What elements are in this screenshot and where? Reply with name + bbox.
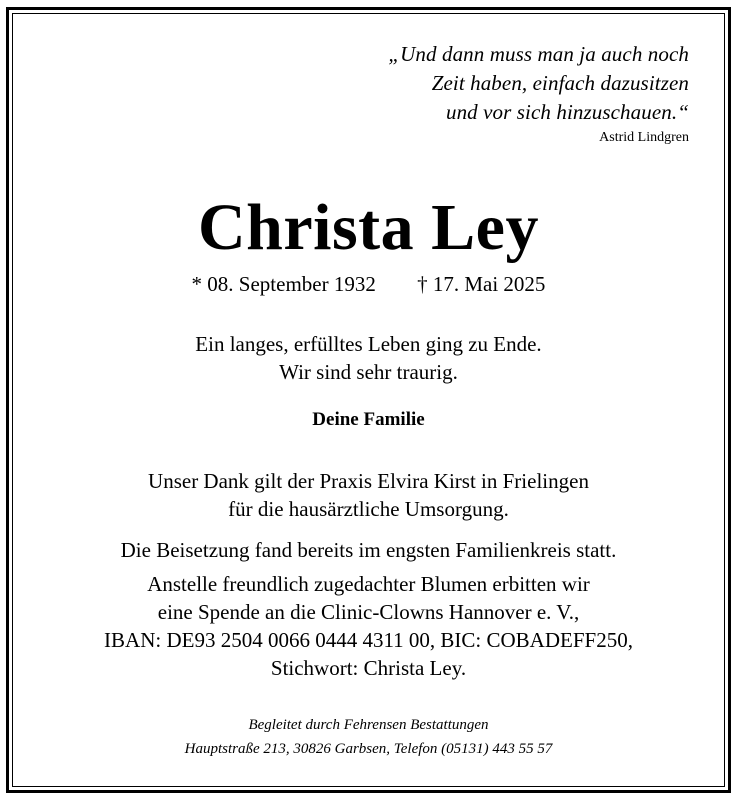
quote-block bbox=[388, 40, 689, 147]
birth-date: * 08. September 1932 bbox=[191, 272, 376, 296]
deceased-name: Christa Ley bbox=[198, 191, 539, 264]
death-date: † 17. Mai 2025 bbox=[417, 272, 546, 296]
donation-block bbox=[0, 570, 737, 682]
funeral-note: Die Beisetzung fand bereits im engsten Familienkreis statt. bbox=[120, 538, 617, 562]
donation-line: IBAN: DE93 2504 0066 0444 4311 00, BIC: COBADEFF250, bbox=[104, 628, 633, 652]
quote-author: Astrid Lindgren bbox=[599, 130, 689, 145]
quote-line: „Und dann muss man ja auch noch bbox=[388, 42, 689, 66]
life-dates bbox=[0, 271, 737, 297]
thanks-line: für die hausärztliche Umsorgung. bbox=[228, 497, 509, 521]
message-line: Ein langes, erfülltes Leben ging zu Ende. bbox=[195, 332, 542, 356]
undertaker-footer bbox=[0, 713, 737, 761]
family-signature: Deine Familie bbox=[312, 409, 425, 430]
donation-line: Stichwort: Christa Ley. bbox=[270, 656, 467, 680]
message-block bbox=[0, 330, 737, 386]
thanks-line: Unser Dank gilt der Praxis Elvira Kirst in Frielingen bbox=[148, 469, 589, 493]
quote-line: und vor sich hinzuschauen.“ bbox=[445, 100, 689, 124]
thanks-block bbox=[0, 467, 737, 523]
donation-line: eine Spende an die Clinic-Clowns Hannover e. V., bbox=[157, 600, 580, 624]
message-line: Wir sind sehr traurig. bbox=[279, 360, 458, 384]
donation-line: Anstelle freundlich zugedachter Blumen erbitten wir bbox=[147, 572, 590, 596]
footer-line: Begleitet durch Fehrensen Bestattungen bbox=[248, 717, 489, 733]
quote-line: Zeit haben, einfach dazusitzen bbox=[431, 71, 689, 95]
footer-line: Hauptstraße 213, 30826 Garbsen, Telefon (05131) 443 55 57 bbox=[184, 741, 553, 757]
